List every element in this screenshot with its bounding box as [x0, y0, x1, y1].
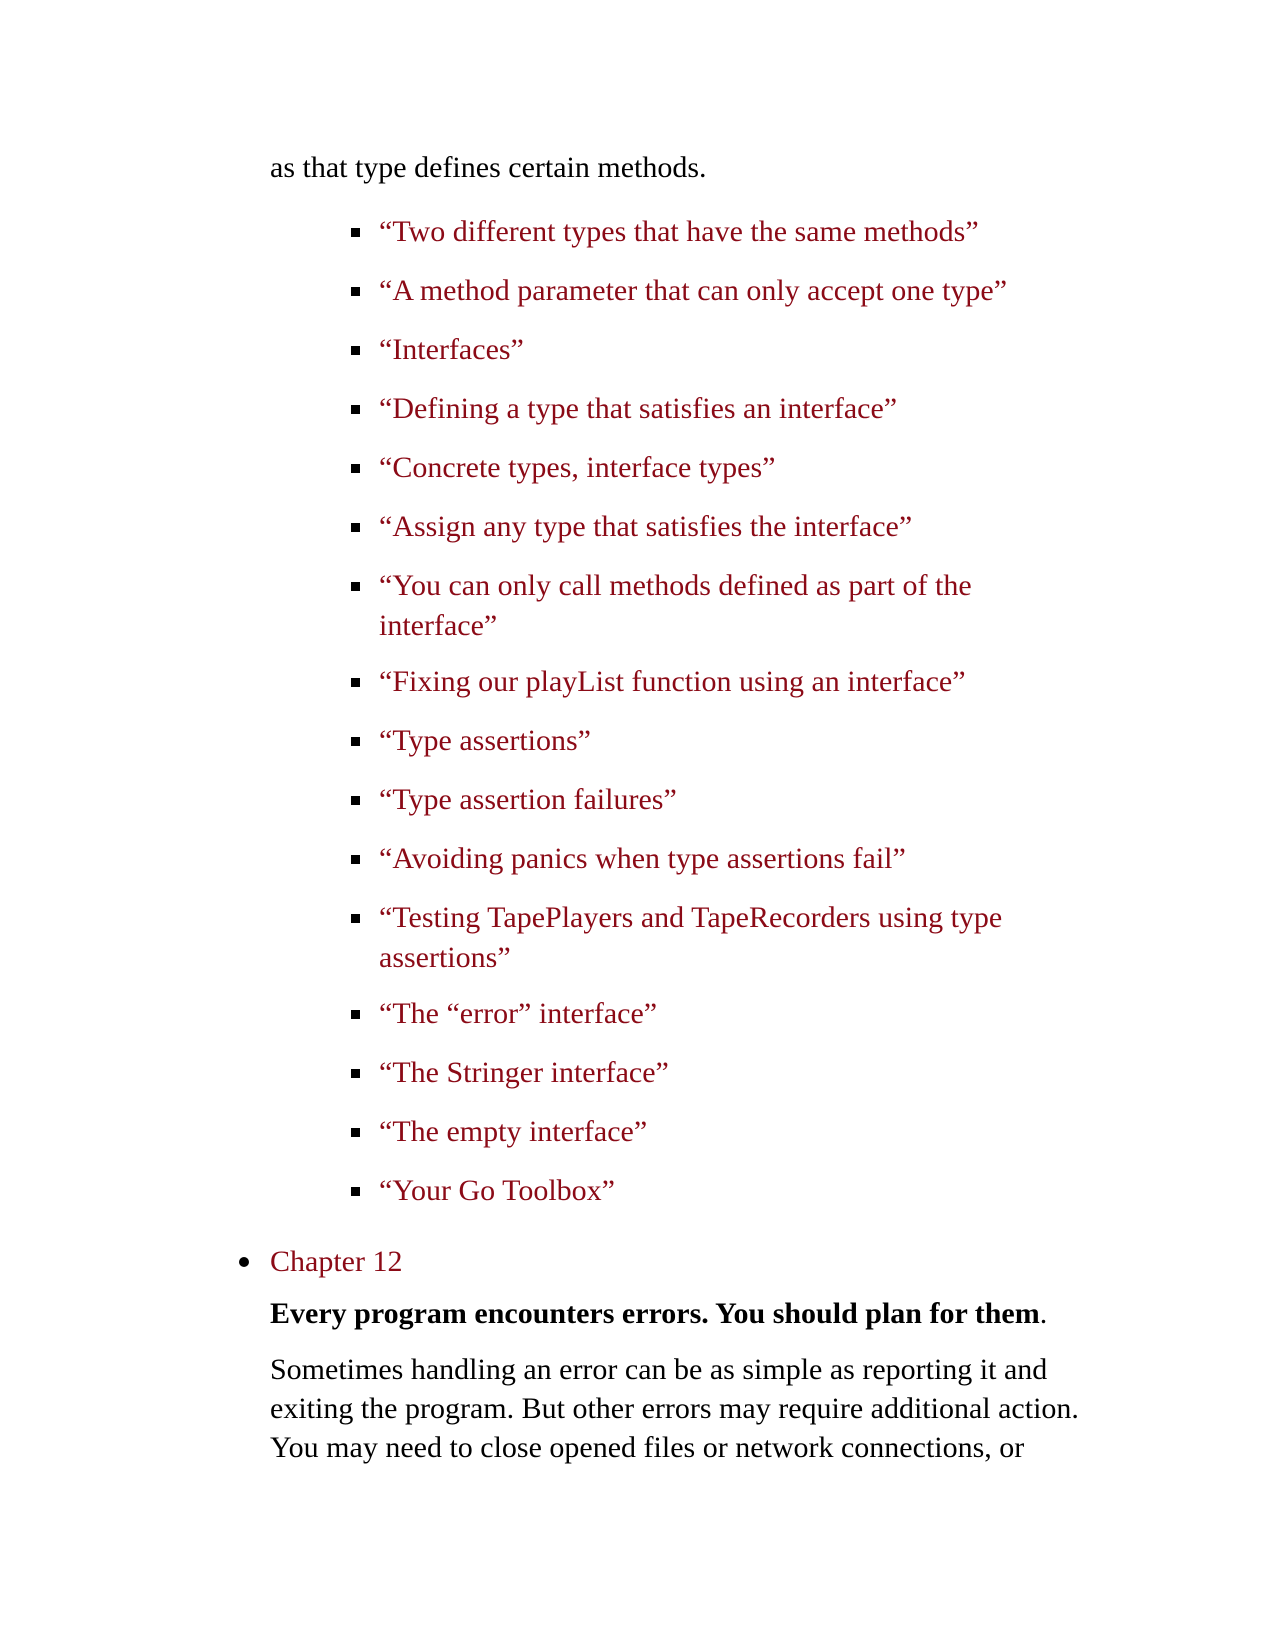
section-item	[270, 1112, 1070, 1152]
section-link[interactable]: “Your Go Toolbox”	[379, 1174, 615, 1207]
section-link[interactable]: “The Stringer interface”	[379, 1056, 669, 1089]
chapter-headline-bold: Every program encounters errors. You should plan for them	[270, 1297, 1040, 1330]
square-bullet-icon	[351, 796, 360, 805]
paragraph-line: exiting the program. But other errors may require additional action.	[270, 1392, 1079, 1425]
section-link[interactable]: “A method parameter that can only accept one type”	[379, 274, 1008, 307]
intro-text: as that type defines certain methods.	[270, 151, 707, 184]
chapter-description	[270, 1350, 1130, 1467]
section-item	[270, 898, 1070, 978]
square-bullet-icon	[351, 228, 360, 237]
square-bullet-icon	[351, 405, 360, 414]
square-bullet-icon	[351, 346, 360, 355]
chapter-headline-period: .	[1039, 1297, 1048, 1330]
section-item	[270, 780, 1070, 820]
section-item	[270, 1053, 1070, 1093]
square-bullet-icon	[351, 287, 360, 296]
square-bullet-icon	[351, 1069, 360, 1078]
chapter-12-link[interactable]: Chapter 12	[270, 1245, 403, 1278]
section-link[interactable]: “Avoiding panics when type assertions fail”	[379, 842, 906, 875]
section-link[interactable]: “The empty interface”	[379, 1115, 648, 1148]
paragraph-line: You may need to close opened files or network connections, or	[270, 1431, 1025, 1464]
section-link[interactable]: “Defining a type that satisfies an interface”	[379, 392, 898, 425]
section-item	[270, 662, 1070, 702]
square-bullet-icon	[351, 523, 360, 532]
square-bullet-icon	[351, 582, 360, 591]
section-link[interactable]: “Two different types that have the same methods”	[379, 215, 979, 248]
square-bullet-icon	[351, 678, 360, 687]
section-link[interactable]: “Type assertion failures”	[379, 783, 677, 816]
section-item	[270, 448, 1070, 488]
section-item	[270, 271, 1070, 311]
section-link[interactable]: “Testing TapePlayers and TapeRecorders using type assertions”	[379, 901, 1003, 974]
section-item	[270, 330, 1070, 370]
section-item	[270, 721, 1070, 761]
section-link[interactable]: “Interfaces”	[379, 333, 524, 366]
section-link[interactable]: “You can only call methods defined as part of the interface”	[379, 569, 972, 642]
section-link[interactable]: “Assign any type that satisfies the interface”	[379, 510, 913, 543]
section-link[interactable]: “Type assertions”	[379, 724, 591, 757]
square-bullet-icon	[351, 1128, 360, 1137]
section-item	[270, 994, 1070, 1034]
paragraph-line: Sometimes handling an error can be as simple as reporting it and	[270, 1353, 1048, 1386]
square-bullet-icon	[351, 855, 360, 864]
section-item	[270, 389, 1070, 429]
square-bullet-icon	[351, 737, 360, 746]
section-link[interactable]: “Concrete types, interface types”	[379, 451, 776, 484]
section-link[interactable]: “Fixing our playList function using an interface”	[379, 665, 966, 698]
square-bullet-icon	[351, 1010, 360, 1019]
chapter-headline	[270, 1295, 1047, 1333]
section-item	[270, 566, 1070, 646]
section-item	[270, 212, 1070, 252]
chapter-12-item	[270, 1243, 402, 1281]
section-item	[270, 1171, 1070, 1211]
square-bullet-icon	[351, 464, 360, 473]
round-bullet-icon	[239, 1257, 249, 1267]
section-link[interactable]: “The “error” interface”	[379, 997, 658, 1030]
section-item	[270, 839, 1070, 879]
section-item	[270, 507, 1070, 547]
square-bullet-icon	[351, 1187, 360, 1196]
chapter-11-sections-list	[270, 212, 1070, 1230]
square-bullet-icon	[351, 914, 360, 923]
